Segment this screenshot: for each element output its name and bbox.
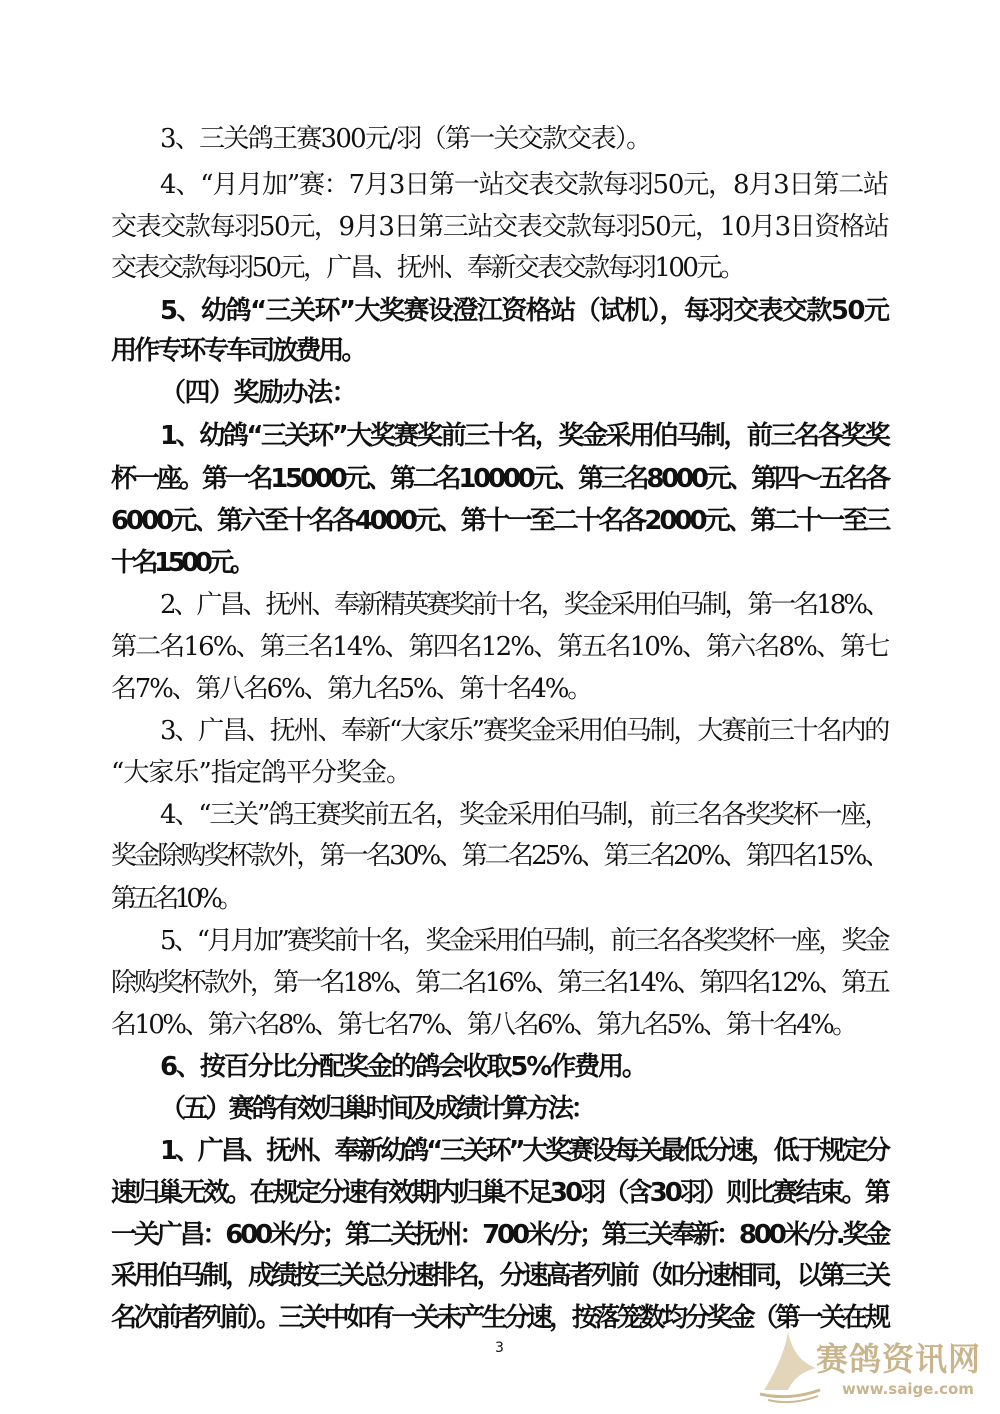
text-line: 5、“月月加”赛奖前十名，奖金采用伯马制，前三名各奖奖杯一座，奖金 — [160, 926, 888, 956]
text-line: 3、广昌、抚州、奉新“大家乐”赛奖金采用伯马制，大赛前三十名内的 — [160, 716, 889, 746]
text-line: 名10%、第六名8%、第七名7%、第八名6%、第九名5%、第十名4%。 — [111, 1010, 856, 1040]
text-line: 交表交款每羽50元，广昌、抚州、奉新交表交款每羽100元。 — [111, 253, 744, 283]
text-line: 用作专环专车司放费用。 — [111, 336, 365, 366]
section-heading: （五）赛鸽有效归巢时间及成绩计算方法： — [160, 1094, 594, 1124]
text-line: 第五名10%。 — [111, 884, 240, 914]
text-line: 一关广昌：600米/分；第二关抚州：700米/分；第三关奉新：800米/分.奖金 — [111, 1220, 889, 1250]
text-line: 速归巢无效。在规定分速有效期内归巢不足30羽（含30羽）则比赛结束。第 — [111, 1178, 888, 1208]
text-line: 除购奖杯款外，第一名18%、第二名16%、第三名14%、第四名12%、第五 — [111, 968, 888, 998]
text-line: 交表交款每羽50元，9月3日第三站交表交款每羽50元，10月3日资格站 — [111, 212, 889, 242]
text-line: 4、“月月加”赛：7月3日第一站交表交款每羽50元，8月3日第二站 — [160, 170, 888, 200]
text-line: 1、幼鸽“三关环”大奖赛奖前三十名，奖金采用伯马制，前三名各奖奖 — [160, 421, 889, 451]
text-line: 2、广昌、抚州、奉新精英赛奖前十名，奖金采用伯马制，第一名18%、 — [160, 590, 888, 620]
text-line: 第二名16%、第三名14%、第四名12%、第五名10%、第六名8%、第七 — [111, 632, 889, 662]
text-line: 3、三关鸽王赛300元/羽（第一关交款交表）。 — [160, 124, 651, 154]
text-line: 名次前者列前）。三关中如有一关未产生分速，按落笼数均分奖金（第一关在规 — [111, 1303, 888, 1333]
text-line: 杯一座。第一名15000元、第二名10000元、第三名8000元、第四～五名各 — [111, 464, 888, 494]
text-line: 名7%、第八名6%、第九名5%、第十名4%。 — [111, 674, 591, 704]
text-line: 采用伯马制，成绩按三关总分速排名，分速高者列前（如分速相同，以第三关 — [111, 1261, 889, 1291]
watermark-logo — [758, 1328, 988, 1404]
text-line: “大家乐”指定鸽平分奖金。 — [111, 758, 412, 788]
watermark-title: 赛鸽资讯网 — [816, 1340, 982, 1378]
text-line: 6000元、第六至十名各4000元、第十一至二十名各2000元、第二十一至三 — [111, 506, 889, 536]
pigeon-logo-icon — [758, 1328, 822, 1404]
section-heading: （四）奖励办法： — [160, 378, 357, 408]
page-number: 3 — [495, 1340, 504, 1356]
text-line: 十名1500元。 — [111, 548, 252, 578]
text-line: 6、按百分比分配奖金的鸽会收取5%作费用。 — [160, 1052, 646, 1082]
text-line: 奖金除购奖杯款外，第一名30%、第二名25%、第三名20%、第四名15%、 — [111, 841, 888, 871]
watermark-url: www.saige.com — [842, 1380, 974, 1398]
text-line: 4、“三关”鸽王赛奖前五名，奖金采用伯马制，前三名各奖奖杯一座， — [160, 800, 889, 830]
text-line: 5、幼鸽“三关环”大奖赛设澄江资格站（试机），每羽交表交款50元 — [160, 296, 889, 326]
text-line: 1、广昌、抚州、奉新幼鸽“三关环”大奖赛设每关最低分速，低于规定分 — [160, 1136, 888, 1166]
